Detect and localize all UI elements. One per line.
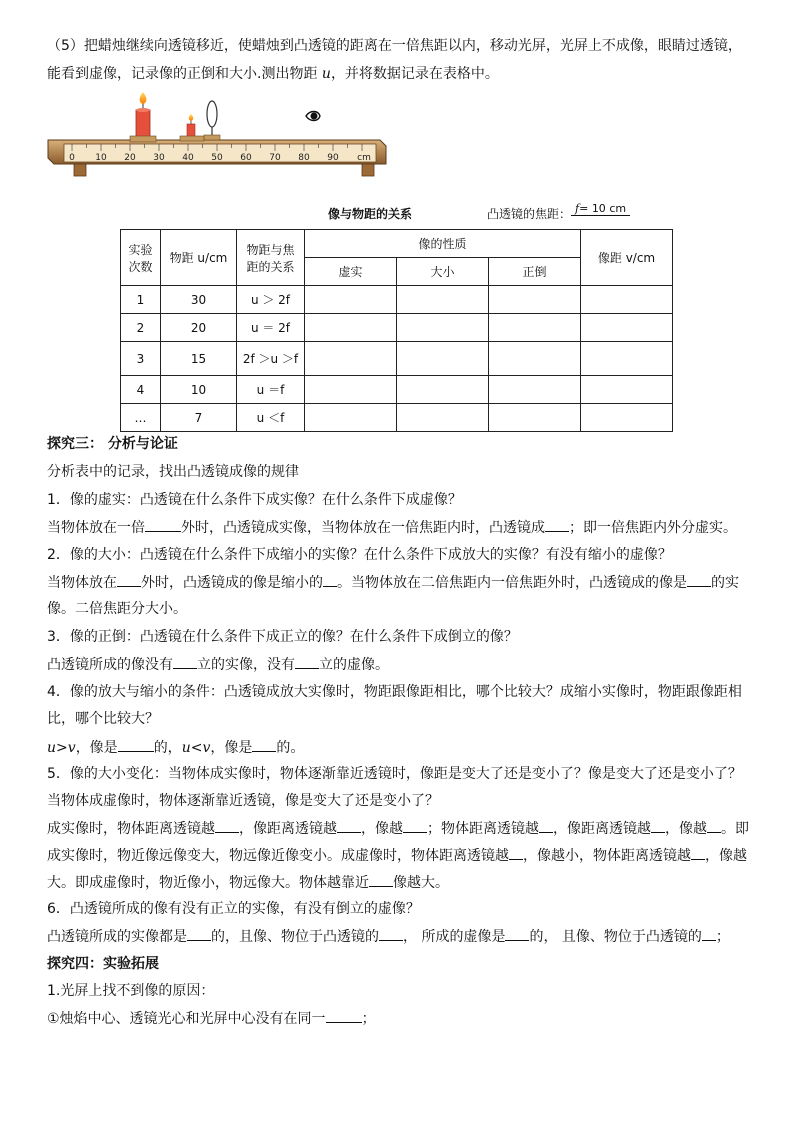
- paragraph: ①烛焰中心、透镜光心和光屏中心没有在同一 ；: [47, 1008, 376, 1029]
- blank[interactable]: [379, 926, 403, 941]
- answer-2: 当物体放在 外时，凸透镜成的像是缩小的 。当物体放在二倍焦距内一倍焦距外时，凸透镜成的像是 的实: [47, 572, 739, 593]
- blank[interactable]: [117, 572, 141, 587]
- blank[interactable]: [173, 654, 197, 669]
- answer-5: 成实像时，物体距离透镜越 ，像距离透镜越 ，像越 ；物体距离透镜越 ，像距离透镜越 ，像越 。即: [47, 818, 749, 839]
- ruler-tick-label: 30: [153, 153, 165, 163]
- eye-icon: [306, 112, 320, 121]
- header-object-distance: 物距 u/cm: [161, 230, 237, 286]
- answer-1: 当物体放在一倍 外时，凸透镜成实像，当物体放在一倍焦距内时，凸透镜成 ；即一倍焦距内外分虚实。: [47, 517, 737, 538]
- convex-lens-icon: [204, 101, 220, 140]
- ruler-tick-label: 60: [240, 153, 252, 163]
- focal-length-label: 凸透镜的焦距： f= 10 cm: [487, 205, 630, 222]
- blank[interactable]: [187, 926, 211, 941]
- blank[interactable]: [403, 818, 427, 833]
- blank[interactable]: [337, 818, 361, 833]
- small-candle-icon: [180, 114, 204, 141]
- question-6: 6．凸透镜所成的像有没有正立的实像，有没有倒立的虚像？: [47, 901, 420, 917]
- paragraph: 1.光屏上找不到像的原因：: [47, 983, 215, 999]
- answer-4: u>v，像是 的，u<v，像是 的。: [47, 737, 304, 758]
- table-row: … 7 u ＜f: [121, 404, 673, 432]
- ruler-tick-label: 0: [69, 153, 75, 163]
- question-5-cont: 当物体成虚像时，物体逐渐靠近透镜，像是变大了还是变小了？: [47, 793, 439, 809]
- large-candle-icon: [130, 92, 156, 142]
- ruler-tick-label: 40: [182, 153, 194, 163]
- header-image-nature: 像的性质: [305, 230, 581, 258]
- question-5: 5．像的大小变化：当物体成实像时，物体逐渐靠近透镜时，像距是变大了还是变小了？像是变大了还是变小了？: [47, 766, 742, 782]
- table-row: 4 10 u ＝f: [121, 376, 673, 404]
- question-3: 3．像的正倒：凸透镜在什么条件下成正立的像？在什么条件下成倒立的像？: [47, 629, 518, 645]
- table-row: 2 20 u ＝ 2f: [121, 314, 673, 342]
- ruler-tick-label: 90: [327, 153, 339, 163]
- intro-line-1: （5）把蜡烛继续向透镜移近，使蜡烛到凸透镜的距离在一倍焦距以内，移动光屏，光屏上不成像，眼睛过透镜，: [47, 38, 742, 54]
- blank[interactable]: [707, 818, 721, 833]
- answer-5-cont-2: 大。即成虚像时，物近像小，物远像大。物体越靠近 像越大。: [47, 872, 449, 893]
- blank[interactable]: [252, 737, 276, 752]
- ruler-tick-label: 80: [298, 153, 310, 163]
- ruler-tick-label: 70: [269, 153, 281, 163]
- ruler-tick-label: 50: [211, 153, 223, 163]
- blank[interactable]: [369, 872, 393, 887]
- header-relation: 物距与焦 距的关系: [237, 230, 305, 286]
- section-3-heading: 探究三： 分析与论证: [47, 436, 178, 452]
- blank[interactable]: [505, 926, 529, 941]
- answer-6: 凸透镜所成的实像都是 的，且像、物位于凸透镜的 ， 所成的虚像是 的， 且像、物位于凸透镜的 ；: [47, 926, 730, 947]
- data-table: [120, 229, 673, 432]
- blank[interactable]: [295, 654, 319, 669]
- blank[interactable]: [323, 572, 337, 587]
- table-row: 3 15 2f ＞u ＞f: [121, 342, 673, 376]
- ruler-tick-label: 10: [95, 153, 107, 163]
- blank[interactable]: [702, 926, 716, 941]
- answer-3: 凸透镜所成的像没有 立的实像，没有 立的虚像。: [47, 654, 389, 675]
- var-u: u: [321, 66, 331, 82]
- blank[interactable]: [545, 517, 569, 532]
- focal-length-value: f= 10 cm: [571, 202, 630, 216]
- section-4-heading: 探究四：实验拓展: [47, 956, 159, 972]
- ruler-unit-label: cm: [357, 153, 371, 163]
- ruler-tick-label: 20: [124, 153, 136, 163]
- header-size: 大小: [397, 258, 489, 286]
- table-row: 1 30 u ＞ 2f: [121, 286, 673, 314]
- paragraph: 分析表中的记录，找出凸透镜成像的规律: [47, 464, 299, 480]
- blank[interactable]: [215, 818, 239, 833]
- question-2: 2．像的大小：凸透镜在什么条件下成缩小的实像？在什么条件下成放大的实像？有没有缩小的虚像？: [47, 547, 672, 563]
- header-trial: 实验 次数: [121, 230, 161, 286]
- blank[interactable]: [118, 737, 154, 752]
- blank[interactable]: [509, 845, 523, 860]
- blank[interactable]: [539, 818, 553, 833]
- blank[interactable]: [687, 572, 711, 587]
- optical-bench-illustration: [44, 92, 389, 184]
- blank[interactable]: [326, 1008, 362, 1023]
- answer-5-cont: 成实像时，物近像远像变大，物远像近像变小。成虚像时，物体距离透镜越 ，像越小，物体距离透镜越 ，像越: [47, 845, 747, 866]
- question-1: 1．像的虚实：凸透镜在什么条件下成实像？在什么条件下成虚像？: [47, 492, 462, 508]
- blank[interactable]: [691, 845, 705, 860]
- header-image-distance: 像距 v/cm: [581, 230, 673, 286]
- answer-2-cont: 像。二倍焦距分大小。: [47, 601, 187, 617]
- header-orientation: 正倒: [489, 258, 581, 286]
- question-4: 4．像的放大与缩小的条件：凸透镜成放大实像时，物距跟像距相比，哪个比较大？成缩小实像时，物距跟像距相: [47, 684, 742, 700]
- intro-line-2: 能看到虚像，记录像的正倒和大小.测出物距 u，并将数据记录在表格中。: [47, 66, 499, 82]
- header-real-virtual: 虚实: [305, 258, 397, 286]
- blank[interactable]: [145, 517, 181, 532]
- question-4-cont: 比，哪个比较大？: [47, 711, 159, 727]
- blank[interactable]: [651, 818, 665, 833]
- table-caption: 像与物距的关系: [328, 207, 413, 221]
